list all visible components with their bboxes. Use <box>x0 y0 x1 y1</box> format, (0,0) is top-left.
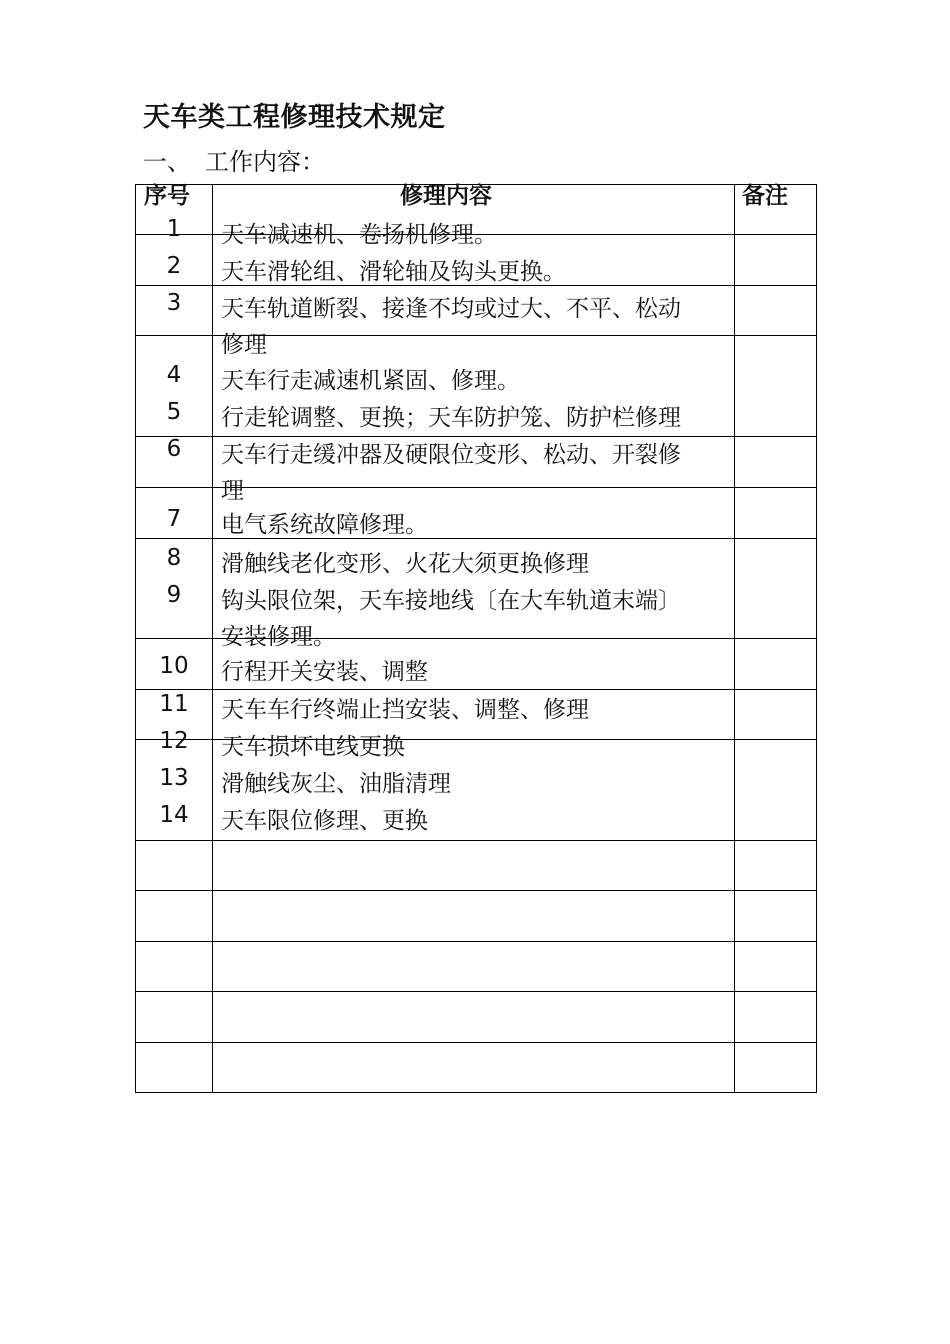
item-number: 5 <box>166 399 182 425</box>
table-rule <box>135 1092 817 1093</box>
item-text: 天车行走缓冲器及硬限位变形、松动、开裂修 <box>221 442 681 468</box>
item-number: 1 <box>166 216 182 242</box>
section-label: 工作内容： <box>205 148 325 176</box>
item-number: 9 <box>166 582 182 608</box>
item-text: 行走轮调整、更换；天车防护笼、防护栏修理 <box>221 405 681 431</box>
item-number: 8 <box>166 545 182 571</box>
header-no: 序号 <box>144 183 190 209</box>
item-text-continued: 安装修理。 <box>221 624 336 650</box>
item-text: 天车行走减速机紧固、修理。 <box>221 368 520 394</box>
item-number: 6 <box>166 436 182 462</box>
table-column-rule <box>212 184 213 1093</box>
table-column-rule <box>816 184 817 1093</box>
item-text: 天车滑轮组、滑轮轴及钩头更换。 <box>221 259 566 285</box>
item-number: 10 <box>159 653 189 679</box>
item-text: 行程开关安装、调整 <box>221 659 428 685</box>
item-text: 天车轨道断裂、接逢不均或过大、不平、松动 <box>221 296 681 322</box>
item-text-continued: 理 <box>221 478 244 504</box>
item-number: 7 <box>166 506 182 532</box>
section-number: 一、 <box>143 148 191 176</box>
item-number: 4 <box>166 362 182 388</box>
document-title: 天车类工程修理技术规定 <box>143 102 446 133</box>
item-number: 11 <box>159 691 189 717</box>
item-number: 14 <box>159 802 189 828</box>
item-number: 3 <box>166 290 182 316</box>
table-rule <box>135 689 817 690</box>
item-text: 天车损坏电线更换 <box>221 734 405 760</box>
header-remarks: 备注 <box>742 183 788 209</box>
item-number: 2 <box>166 253 182 279</box>
header-content: 修理内容 <box>400 183 492 209</box>
item-text: 天车限位修理、更换 <box>221 808 428 834</box>
item-text-continued: 修理 <box>221 332 267 358</box>
item-number: 12 <box>159 728 189 754</box>
section-heading <box>143 142 325 177</box>
item-text: 天车减速机、卷扬机修理。 <box>221 222 497 248</box>
table-rule <box>135 991 817 992</box>
item-text: 天车车行终端止挡安装、调整、修理 <box>221 697 589 723</box>
item-text: 滑触线老化变形、火花大须更换修理 <box>221 551 589 577</box>
table-rule <box>135 941 817 942</box>
item-text: 滑触线灰尘、油脂清理 <box>221 771 451 797</box>
item-text: 电气系统故障修理。 <box>221 512 428 538</box>
table-rule <box>135 1042 817 1043</box>
table-column-rule <box>734 184 735 1093</box>
table-rule <box>135 890 817 891</box>
table-column-rule <box>135 184 136 1093</box>
item-text: 钩头限位架，天车接地线〔在大车轨道末端〕 <box>221 588 681 614</box>
table-rule <box>135 840 817 841</box>
item-number: 13 <box>159 765 189 791</box>
